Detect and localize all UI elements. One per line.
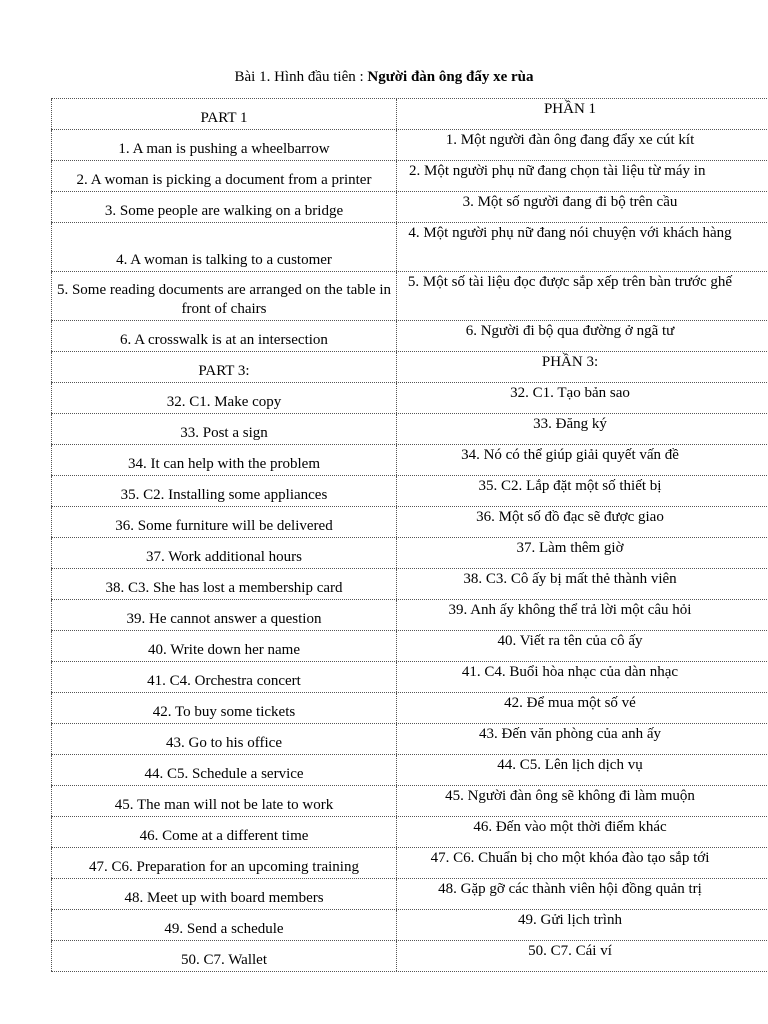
vietnamese-cell bbox=[397, 414, 768, 444]
vietnamese-text: 37. Làm thêm giờ bbox=[516, 540, 624, 556]
title-prefix: Bài 1. Hình đầu tiên : bbox=[234, 69, 368, 85]
english-cell: 32. C1. Make copy bbox=[51, 383, 397, 413]
english-cell: 35. C2. Installing some appliances bbox=[51, 476, 397, 506]
vietnamese-cell bbox=[397, 879, 768, 909]
vietnamese-text: 35. C2. Lắp đặt một số thiết bị bbox=[478, 478, 662, 494]
vietnamese-text: 2. Một người phụ nữ đang chọn tài liệu từ máy in bbox=[409, 163, 706, 179]
vietnamese-cell bbox=[397, 693, 768, 723]
table-row bbox=[51, 569, 768, 600]
vietnamese-text: 47. C6. Chuẩn bị cho một khóa đào tạo sắp tới bbox=[430, 850, 710, 866]
vietnamese-cell bbox=[397, 383, 768, 413]
table-row bbox=[51, 445, 768, 476]
vietnamese-text: 48. Gặp gỡ các thành viên hội đồng quản trị bbox=[438, 881, 702, 897]
vietnamese-text: PHẦN 3: bbox=[541, 354, 599, 370]
table-row bbox=[51, 724, 768, 755]
vietnamese-cell bbox=[397, 321, 768, 351]
table-row bbox=[51, 272, 768, 321]
vietnamese-cell bbox=[397, 352, 768, 382]
table-row bbox=[51, 161, 768, 192]
table-row bbox=[51, 383, 768, 414]
vietnamese-cell bbox=[397, 192, 768, 222]
english-cell: 3. Some people are walking on a bridge bbox=[51, 192, 397, 222]
table-row bbox=[51, 99, 768, 130]
vietnamese-text: PHẦN 1 bbox=[543, 101, 597, 117]
table-row bbox=[51, 352, 768, 383]
vietnamese-cell bbox=[397, 631, 768, 661]
english-cell: 40. Write down her name bbox=[51, 631, 397, 661]
english-cell: 37. Work additional hours bbox=[51, 538, 397, 568]
table-row bbox=[51, 192, 768, 223]
vietnamese-text: 43. Đến văn phòng của anh ấy bbox=[478, 726, 662, 742]
vietnamese-cell bbox=[397, 848, 768, 878]
english-cell: 42. To buy some tickets bbox=[51, 693, 397, 723]
vietnamese-text: 45. Người đàn ông sẽ không đi làm muộn bbox=[445, 788, 695, 804]
english-cell: 6. A crosswalk is at an intersection bbox=[51, 321, 397, 351]
vietnamese-text: 32. C1. Tạo bản sao bbox=[510, 385, 630, 401]
english-cell: 48. Meet up with board members bbox=[51, 879, 397, 909]
vietnamese-text: 39. Anh ấy không thể trả lời một câu hỏi bbox=[448, 602, 692, 618]
vietnamese-text: 41. C4. Buổi hòa nhạc của dàn nhạc bbox=[461, 664, 679, 680]
table-row bbox=[51, 321, 768, 352]
vietnamese-cell bbox=[397, 724, 768, 754]
vietnamese-cell bbox=[397, 755, 768, 785]
vietnamese-text: 34. Nó có thể giúp giải quyết vấn đề bbox=[461, 447, 679, 463]
english-cell: 38. C3. She has lost a membership card bbox=[51, 569, 397, 599]
table-row bbox=[51, 130, 768, 161]
table-row bbox=[51, 941, 768, 972]
table-row bbox=[51, 693, 768, 724]
english-cell: 45. The man will not be late to work bbox=[51, 786, 397, 816]
table-row bbox=[51, 817, 768, 848]
vietnamese-text: 49. Gửi lịch trình bbox=[518, 912, 622, 928]
vietnamese-cell bbox=[397, 223, 768, 271]
vietnamese-cell bbox=[397, 272, 768, 320]
vietnamese-cell bbox=[397, 600, 768, 630]
english-cell: 39. He cannot answer a question bbox=[51, 600, 397, 630]
vietnamese-cell bbox=[397, 817, 768, 847]
english-cell: 50. C7. Wallet bbox=[51, 941, 397, 971]
english-cell: 43. Go to his office bbox=[51, 724, 397, 754]
table-row bbox=[51, 786, 768, 817]
table-row bbox=[51, 600, 768, 631]
english-cell: 41. C4. Orchestra concert bbox=[51, 662, 397, 692]
table-row bbox=[51, 414, 768, 445]
english-cell: PART 1 bbox=[51, 99, 397, 129]
vietnamese-cell bbox=[397, 99, 768, 129]
vietnamese-text: 5. Một số tài liệu đọc được sắp xếp trên bàn trước ghế bbox=[407, 274, 733, 290]
english-cell: PART 3: bbox=[51, 352, 397, 382]
translation-table bbox=[51, 98, 768, 972]
vietnamese-cell bbox=[397, 569, 768, 599]
table-row bbox=[51, 631, 768, 662]
title-bold: Người đàn ông đẩy xe rùa bbox=[367, 69, 534, 85]
english-cell: 46. Come at a different time bbox=[51, 817, 397, 847]
vietnamese-text: 4. Một người phụ nữ đang nói chuyện với khách hàng bbox=[408, 225, 732, 241]
table-row bbox=[51, 910, 768, 941]
vietnamese-cell bbox=[397, 476, 768, 506]
vietnamese-text: 1. Một người đàn ông đang đẩy xe cút kít bbox=[445, 132, 695, 148]
vietnamese-cell bbox=[397, 910, 768, 940]
vietnamese-text: 33. Đăng ký bbox=[533, 416, 607, 432]
english-cell: 1. A man is pushing a wheelbarrow bbox=[51, 130, 397, 160]
english-cell: 5. Some reading documents are arranged on the table in front of chairs bbox=[51, 272, 397, 320]
vietnamese-text: 6. Người đi bộ qua đường ở ngã tư bbox=[465, 323, 675, 339]
english-cell: 36. Some furniture will be delivered bbox=[51, 507, 397, 537]
english-cell: 44. C5. Schedule a service bbox=[51, 755, 397, 785]
table-row bbox=[51, 476, 768, 507]
table-row bbox=[51, 848, 768, 879]
english-cell: 2. A woman is picking a document from a printer bbox=[51, 161, 397, 191]
vietnamese-text: 40. Viết ra tên của cô ấy bbox=[497, 633, 643, 649]
english-cell: 47. C6. Preparation for an upcoming training bbox=[51, 848, 397, 878]
vietnamese-cell bbox=[397, 445, 768, 475]
table-row bbox=[51, 538, 768, 569]
vietnamese-text: 38. C3. Cô ấy bị mất thẻ thành viên bbox=[463, 571, 677, 587]
table-row bbox=[51, 879, 768, 910]
english-cell: 33. Post a sign bbox=[51, 414, 397, 444]
vietnamese-cell bbox=[397, 161, 768, 191]
english-cell: 4. A woman is talking to a customer bbox=[51, 223, 397, 271]
english-cell: 49. Send a schedule bbox=[51, 910, 397, 940]
vietnamese-text: 44. C5. Lên lịch dịch vụ bbox=[497, 757, 643, 773]
english-cell: 34. It can help with the problem bbox=[51, 445, 397, 475]
vietnamese-text: 3. Một số người đang đi bộ trên cầu bbox=[462, 194, 678, 210]
page-title bbox=[0, 68, 768, 86]
vietnamese-cell bbox=[397, 507, 768, 537]
vietnamese-cell bbox=[397, 786, 768, 816]
vietnamese-cell bbox=[397, 941, 768, 971]
vietnamese-cell bbox=[397, 130, 768, 160]
vietnamese-text: 42. Để mua một số vé bbox=[504, 695, 636, 711]
vietnamese-cell bbox=[397, 538, 768, 568]
table-row bbox=[51, 507, 768, 538]
table-row bbox=[51, 223, 768, 272]
vietnamese-text: 46. Đến vào một thời điểm khác bbox=[473, 819, 667, 835]
table-row bbox=[51, 755, 768, 786]
vietnamese-text: 36. Một số đồ đạc sẽ được giao bbox=[476, 509, 664, 525]
table-row bbox=[51, 662, 768, 693]
vietnamese-text: 50. C7. Cái ví bbox=[528, 943, 612, 959]
vietnamese-cell bbox=[397, 662, 768, 692]
